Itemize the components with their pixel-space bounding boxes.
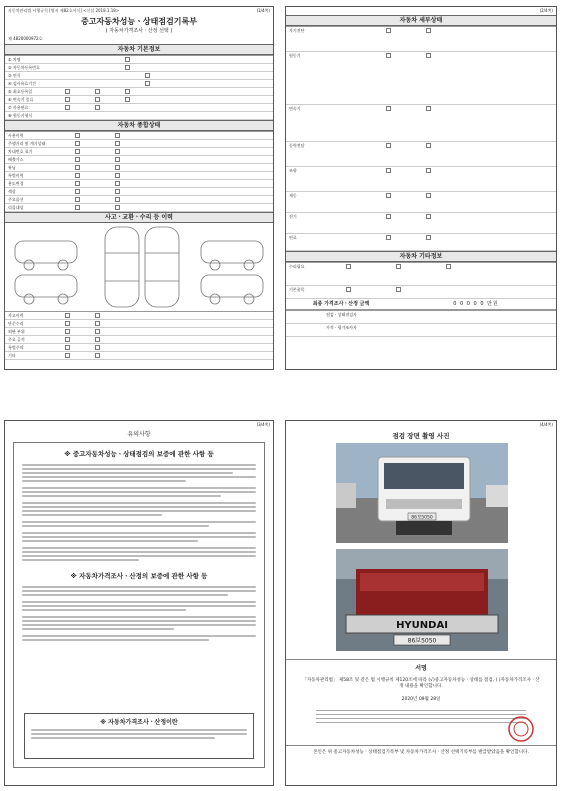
page1-header: 자동차관리법 시행규칙 [별지 제82호서식] <신설 2018.1.18> xyxy=(8,8,120,13)
total-row: 주요옵션 xyxy=(5,196,273,204)
notice-frame xyxy=(13,442,265,768)
basic-row: ⑦ 사용연료 xyxy=(5,104,273,112)
total-row: 사용이력 xyxy=(5,132,273,140)
car-top-view xyxy=(105,227,179,307)
final-price-label: 최종 가격조사ㆍ산정 금액 xyxy=(312,301,370,307)
detail-group: 조향 xyxy=(286,167,556,192)
car-diagram xyxy=(5,223,273,311)
notice-heading-2: ※ 자동차가격조사ㆍ산정의 보증에 관한 사항 등 xyxy=(70,572,208,580)
basic-info-table xyxy=(5,55,273,120)
basic-row: ③ 연식 xyxy=(5,72,273,80)
accident-table xyxy=(5,311,273,360)
footer-text: 본인은 위 중고자동차성능ㆍ상태점검기록부 및 자동차가격조사ㆍ산정 선택기록부를 발급받았음을 확인합니다. xyxy=(286,745,556,760)
accident-row: 단순수리 xyxy=(5,320,273,328)
stamp-icon xyxy=(506,714,536,744)
sign-lines xyxy=(316,710,526,723)
page1-number: (1/4쪽) xyxy=(256,8,270,13)
accident-row: 사고이력 xyxy=(5,312,273,320)
etc-info-table xyxy=(286,262,556,299)
basic-row: ⑤ 최초등록일 xyxy=(5,88,273,96)
page-2 xyxy=(285,6,557,370)
truck-rear-photo xyxy=(336,549,508,651)
basic-row: ④ 검사유효기간 xyxy=(5,80,273,88)
total-row: 색상 xyxy=(5,188,273,196)
sign-row: 가격ㆍ평가조사자 xyxy=(286,324,556,337)
page4-number: (4/4쪽) xyxy=(539,422,553,427)
notice-box-title: ※ 자동차가격조사ㆍ산정이란 xyxy=(100,719,178,726)
total-row: 리콜대상 xyxy=(5,204,273,212)
signature-table xyxy=(286,310,556,337)
notice-heading-1: ※ 중고자동차성능ㆍ상태점검의 보증에 관한 사항 등 xyxy=(64,450,214,458)
page2-number: (2/4쪽) xyxy=(539,8,553,13)
page3-title: 유의사항 xyxy=(127,431,151,438)
doc-number: 제 4820000972호 xyxy=(8,36,43,41)
accident-row: 외판 부위 xyxy=(5,328,273,336)
page1-title: 중고자동차성능ㆍ상태점검기록부 xyxy=(81,17,197,26)
sign-row: 점검ㆍ상태점검자 xyxy=(286,311,556,324)
etc-row: 기본품목 xyxy=(286,286,556,299)
page3-number: (3/4쪽) xyxy=(256,422,270,427)
detail-group: 자기진단 xyxy=(286,27,556,52)
total-row: 배출가스 xyxy=(5,156,273,164)
page-4 xyxy=(285,420,557,786)
detail-group: 제동 xyxy=(286,192,556,213)
accident-row: 기타 xyxy=(5,352,273,360)
total-status-table xyxy=(5,131,273,212)
final-price-value: 0 0 0 0 0 만원 xyxy=(453,301,499,307)
car-side-right xyxy=(201,241,263,304)
total-row: 용도변경 xyxy=(5,180,273,188)
total-row: 주행거리 및 계기상태 xyxy=(5,140,273,148)
final-price-row xyxy=(286,299,556,310)
total-row: 튜닝 xyxy=(5,164,273,172)
accident-row: 주요 골격 xyxy=(5,336,273,344)
total-row: 특별이력 xyxy=(5,172,273,180)
section-etc-info: 자동차 기타정보 xyxy=(286,251,556,262)
plate-front: 86보5050 xyxy=(411,515,433,521)
notice-box xyxy=(24,713,254,759)
page-1 xyxy=(4,6,274,370)
detail-group: 연료 xyxy=(286,234,556,251)
notice-paragraph-2 xyxy=(22,586,256,641)
accident-row: 특별주의 xyxy=(5,344,273,352)
basic-row: ⑧ 원동기형식 xyxy=(5,112,273,120)
total-row: 차대번호 표기 xyxy=(5,148,273,156)
detail-group: 원동기 xyxy=(286,52,556,105)
sign-title: 서명 xyxy=(415,665,427,672)
detail-group: 동력전달 xyxy=(286,142,556,167)
detail-group: 전기 xyxy=(286,213,556,234)
detail-group: 변속기 xyxy=(286,105,556,142)
section-detail-status: 자동차 세부상태 xyxy=(286,15,556,26)
detail-status-table xyxy=(286,26,556,251)
truck-front-photo xyxy=(336,443,508,543)
sign-section xyxy=(286,659,556,760)
plate-rear: 86보5050 xyxy=(407,637,437,645)
page1-subtitle: ( 자동차가격조사ㆍ산정 선택 ) xyxy=(105,28,173,34)
etc-row: 수리필요 xyxy=(286,263,556,286)
sign-text: 「자동차관리법」 제58조 및 같은 법 시행규칙 제120조에 따라 (√)중고자동차성능ㆍ상태를 점검, ( )자동차가격조사ㆍ산정 내용을 확인합니다. xyxy=(302,678,540,689)
notice-paragraph-1 xyxy=(22,464,256,561)
page4-title: 점검 장면 촬영 사진 xyxy=(392,432,450,440)
sign-date: 2020년 09월 28일 xyxy=(401,697,441,702)
basic-row: ① 차명 xyxy=(5,56,273,64)
svg-text:HYUNDAI: HYUNDAI xyxy=(396,620,448,631)
section-basic-info: 자동차 기본정보 xyxy=(5,44,273,55)
car-side-left xyxy=(15,241,77,304)
basic-row: ② 자동차등록번호 xyxy=(5,64,273,72)
section-total-status: 자동차 종합상태 xyxy=(5,120,273,131)
section-accident-history: 사고ㆍ교환ㆍ수리 등 이력 xyxy=(5,212,273,223)
basic-row: ⑥ 변속기 종류 xyxy=(5,96,273,104)
page-3 xyxy=(4,420,274,786)
